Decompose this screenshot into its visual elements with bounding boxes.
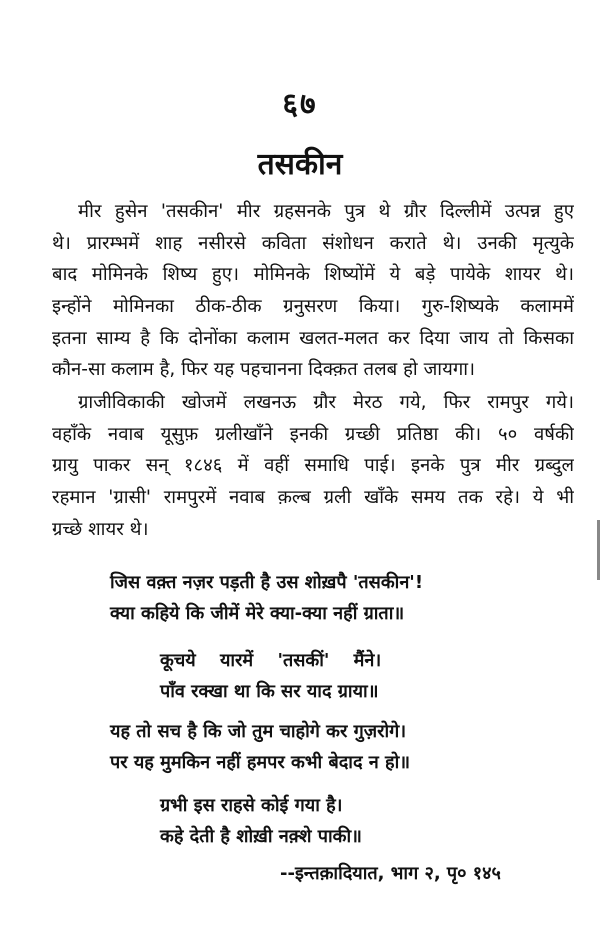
couplet-2: [160, 645, 381, 707]
paragraph-line: कौन-सा कलाम है, फिर यह पहचानना दिक्क़त तलब हो जायगा।: [52, 359, 476, 381]
paragraph-line: रहमान 'ग्रासी' रामपुरमें नवाब क़ल्ब ग्रली खाँके समय तक रहे। ये भी: [52, 487, 574, 509]
paragraph-line: मीर हुसेन 'तसकीन' मीर ग्रहसनके पुत्र थे ग्रौर दिल्लीमें उत्पन्न हुए: [78, 201, 574, 222]
couplet-4: [160, 790, 362, 852]
couplet-3: [110, 716, 410, 778]
chapter-title: तसकीन: [257, 147, 343, 182]
paragraph-line: थे। प्रारम्भमें शाह नसीरसे कविता संशोधन कराते थे। उनकी मृत्युके: [52, 232, 574, 254]
couplet-verse: कहे देती है शोख़ी नक़्शे पाकी॥: [160, 826, 362, 847]
couplet-verse: कूचये यारमें 'तसकीं' मैंने।: [160, 650, 382, 671]
couplet-verse: पाँव रक्खा था कि सर याद ग्राया॥: [160, 681, 379, 702]
page-number: ६७: [282, 87, 318, 122]
couplet-verse: यह तो सच है कि जो तुम चाहोगे कर गुज़रोगे।: [110, 721, 407, 742]
couplet-verse: जिस वक़्त नज़र पड़ती है उस शोख़पै 'तसकीन'!: [110, 572, 424, 593]
paragraph-1: [52, 196, 574, 386]
paragraph-line: ग्रायु पाकर सन् १८४६ में वहीं समाधि पाई। इनके पुत्र मीर ग्रब्दुल: [52, 455, 574, 477]
paragraph-line: बाद मोमिनके शिष्य हुए। मोमिनके शिष्योंमें ये बड़े पायेके शायर थे।: [52, 264, 574, 286]
paragraph-line: इन्होंने मोमिनका ठीक-ठीक ग्रनुसरण किया। गुरु-शिष्यके कलाममें: [52, 296, 574, 318]
paragraph-line: ग्राजीविकाकी खोजमें लखनऊ ग्रौर मेरठ गये, फिर रामपुर गये।: [78, 392, 574, 413]
couplet-verse: ग्रभी इस राहसे कोई गया है।: [160, 795, 343, 816]
source-citation: --इन्तक़ादियात, भाग २, पृ० १४५: [280, 863, 501, 884]
couplet-verse: पर यह मुमकिन नहीं हमपर कभी बेदाद न हो॥: [110, 752, 411, 773]
couplet-verse: क्या कहिये कि जीमें मेरे क्या-क्या नहीं ग्राता॥: [110, 603, 405, 624]
paragraph-line: वहाँके नवाब यूसुफ़ ग्रलीखाँने इनकी ग्रच्छी प्रतिष्ठा की। ५० वर्षकी: [52, 423, 574, 445]
paragraph-line: इतना साम्य है कि दोनोंका कलाम खलत-मलत कर दिया जाय तो किसका: [52, 327, 574, 349]
paragraph-2: [52, 387, 574, 545]
paragraph-line: ग्रच्छे शायर थे।: [52, 518, 149, 540]
couplet-1: [110, 567, 423, 629]
